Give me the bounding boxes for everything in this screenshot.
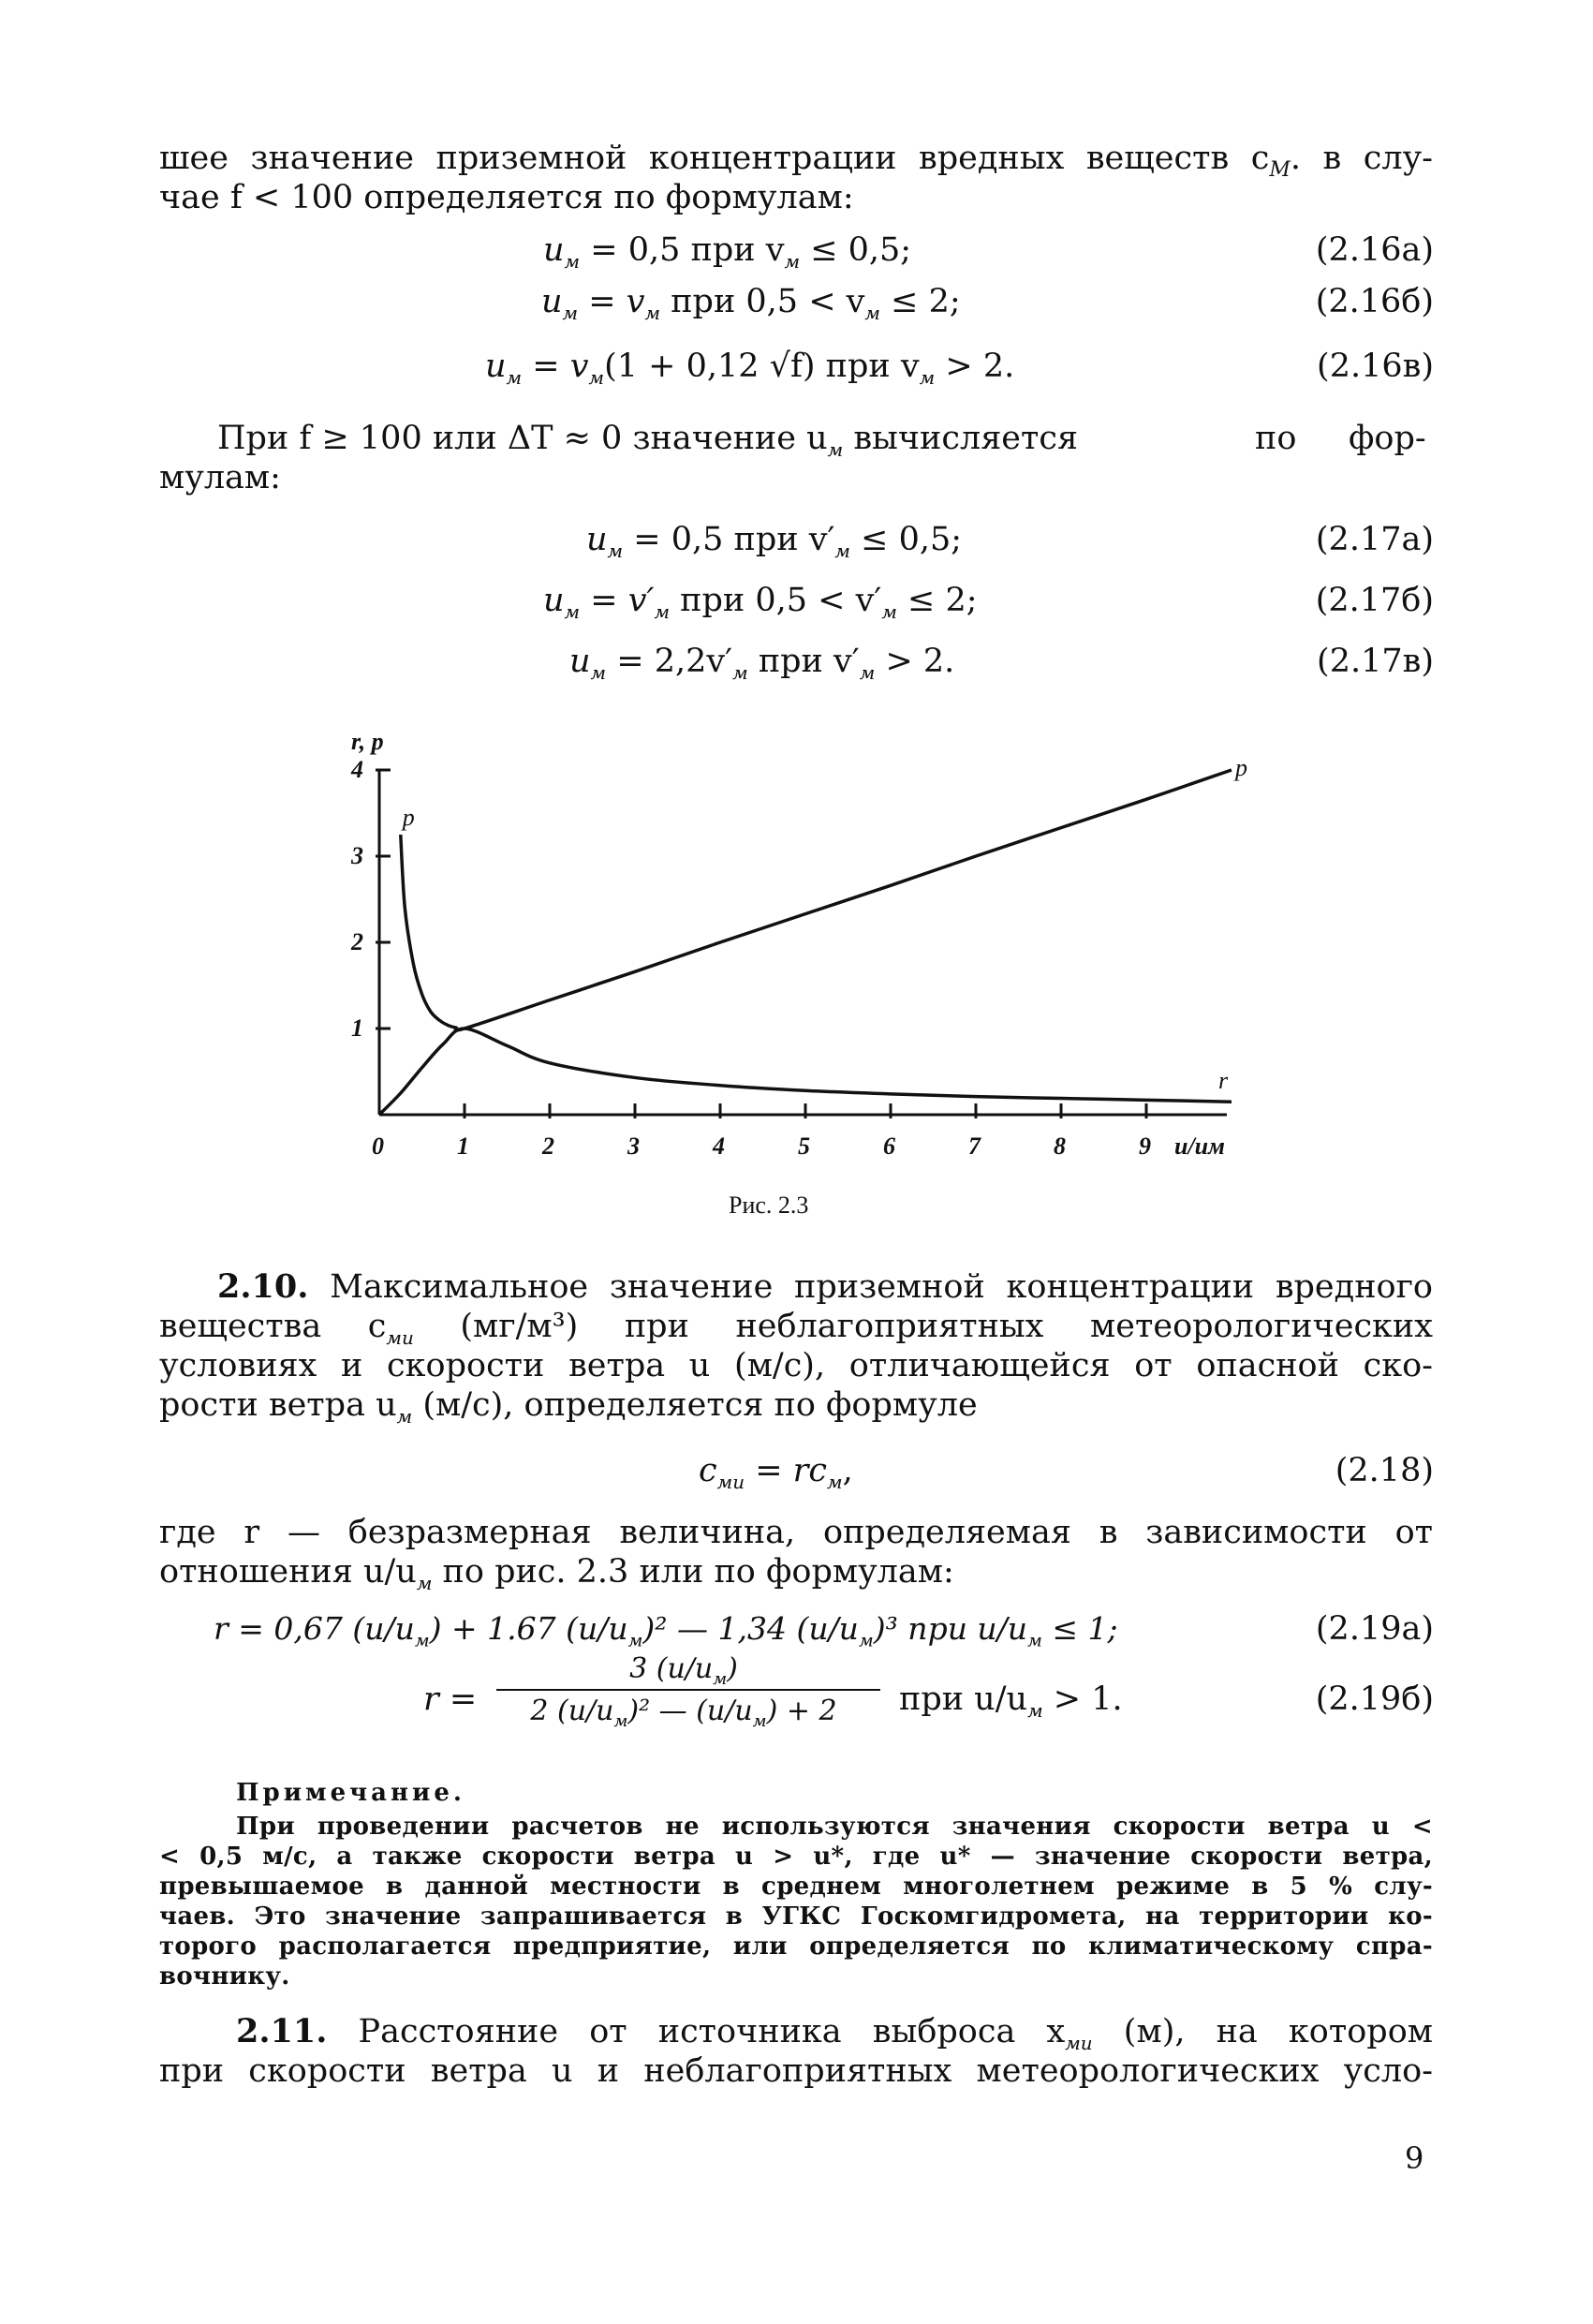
- note-title: Примечание.: [236, 1779, 465, 1807]
- text-line: шее значение приземной концентрации вредных веществ $c_М$. в слу-: [159, 140, 1433, 182]
- x-tick-label: 1: [457, 1132, 469, 1160]
- x-tick-label: 7: [968, 1132, 981, 1160]
- x-tick-label: 3: [627, 1132, 640, 1160]
- chart-axes: [376, 770, 1227, 1118]
- x-tick-label: 4: [713, 1132, 725, 1160]
- note-line: вочнику.: [159, 1962, 290, 1991]
- text-line: мулам:: [159, 459, 281, 496]
- text-line: рости ветра $u_м$ (м/с), определяется по формуле: [159, 1386, 978, 1428]
- equation-2-16b: $u_м = v_м$ при $0,5 < v_м \le 2$;: [541, 283, 961, 324]
- x-tick-label: 0: [372, 1132, 384, 1160]
- x-tick-label: 2: [542, 1132, 554, 1160]
- fraction-bar: [496, 1689, 880, 1691]
- equation-number: (2.16б): [1315, 283, 1434, 320]
- text-line: при скорости ветра u и неблагоприятных метеорологических усло-: [159, 2052, 1433, 2090]
- equation-number: (2.16в): [1317, 348, 1434, 385]
- note-line: торого располагается предприятие, или определяется по климатическому спра-: [159, 1932, 1433, 1961]
- equation-number: (2.17в): [1317, 643, 1434, 680]
- text-line: При f ≥ 100 или ΔT ≈ 0 значение $u_м$ вычисляется: [217, 420, 1079, 461]
- equation-2-17b: $u_м = v'_м$ при $0,5 < v'_м \le 2$;: [543, 582, 978, 623]
- text-line: 2.10. Максимальное значение приземной концентрации вредного: [217, 1267, 1433, 1306]
- y-tick-label: 3: [351, 842, 363, 869]
- equation-2-16c: $u_м = v_м(1 + 0,12$ √f) при $v_м > 2$.: [485, 348, 1015, 389]
- note-line: чаев. Это значение запрашивается в УГКС Госкомгидромета, на территории ко-: [159, 1902, 1433, 1931]
- note-line: превышаемое в данной местности в среднем многолетнем режиме в 5 % слу-: [159, 1873, 1433, 1901]
- y-tick-label: 1: [351, 1014, 363, 1042]
- text-line: где r — безразмерная величина, определяемая в зависимости от: [159, 1514, 1433, 1551]
- text-line: 2.11. Расстояние от источника выброса $x_{мu}$ (м), на котором: [236, 2012, 1433, 2054]
- page-number: 9: [1405, 2140, 1424, 2176]
- note-line: < 0,5 м/с, а также скорости ветра u > u*, где u* — значение скорости ветра,: [159, 1843, 1433, 1871]
- series-label-p: p: [1235, 754, 1247, 781]
- equation-number: (2.19б): [1315, 1680, 1434, 1718]
- x-tick-label: 8: [1054, 1132, 1066, 1160]
- fraction-numerator: 3 $(u/u_м)$: [629, 1652, 738, 1689]
- equation-2-19a: r = 0,67 $(u/u_м) + 1.67$ $(u/u_м)^2$ — 1,34 $(u/u_м)^3$ при $u/u_м \le 1$;: [214, 1610, 1118, 1651]
- series-label-r: r: [1218, 1067, 1229, 1095]
- equation-2-17a: $u_м = 0,5$ при $v'_м \le 0,5$;: [586, 521, 963, 562]
- note-line: При проведении расчетов не используются значения скорости ветра u <: [236, 1813, 1433, 1841]
- y-axis-label: r, p: [351, 728, 384, 755]
- series-label-p: p: [402, 804, 415, 831]
- equation-2-18: $c_{мu} = rc_м$,: [699, 1452, 853, 1493]
- series-line-p: [401, 770, 1232, 1030]
- y-tick-label: 4: [351, 756, 363, 783]
- chart-labels: [350, 728, 1247, 1160]
- x-tick-label: 5: [798, 1132, 810, 1160]
- text-word: фор-: [1349, 420, 1426, 457]
- y-tick-label: 2: [351, 928, 363, 955]
- equation-number: (2.19а): [1315, 1610, 1434, 1648]
- equation-number: (2.17б): [1315, 582, 1434, 619]
- equation-2-17c: $u_м = 2,2v'_м$ при $v'_м > 2$.: [569, 643, 955, 684]
- x-axis-label: u/uм: [1174, 1132, 1225, 1160]
- text-word: по: [1255, 420, 1297, 457]
- equation-2-19b-lhs: r =: [423, 1680, 478, 1718]
- equation-2-19b-condition: при $u/u_м > 1$.: [899, 1680, 1123, 1722]
- fraction-denominator: 2 $(u/u_м)^2$ — $(u/u_м) + 2$: [530, 1695, 837, 1731]
- equation-number: (2.18): [1335, 1452, 1434, 1489]
- equation-2-16a: $u_м = 0,5$ при $v_м \le 0,5$;: [543, 231, 912, 273]
- text-line: вещества $c_{мu}$ (мг/м³) при неблагоприятных метеорологических: [159, 1308, 1433, 1349]
- text-line: условиях и скорости ветра u (м/с), отличающейся от опасной ско-: [159, 1347, 1433, 1384]
- text-line: отношения $u/u_м$ по рис. 2.3 или по формулам:: [159, 1553, 954, 1594]
- figure-caption: Рис. 2.3: [729, 1192, 809, 1219]
- text-line: чае f < 100 определяется по формулам:: [159, 179, 854, 216]
- x-tick-label: 9: [1139, 1132, 1151, 1160]
- figure-2-3-chart: [337, 712, 1274, 1171]
- chart-series: [379, 770, 1232, 1115]
- equation-number: (2.17а): [1315, 521, 1434, 558]
- equation-number: (2.16а): [1315, 231, 1434, 269]
- x-tick-label: 6: [883, 1132, 895, 1160]
- series-line-r: [379, 1029, 1232, 1115]
